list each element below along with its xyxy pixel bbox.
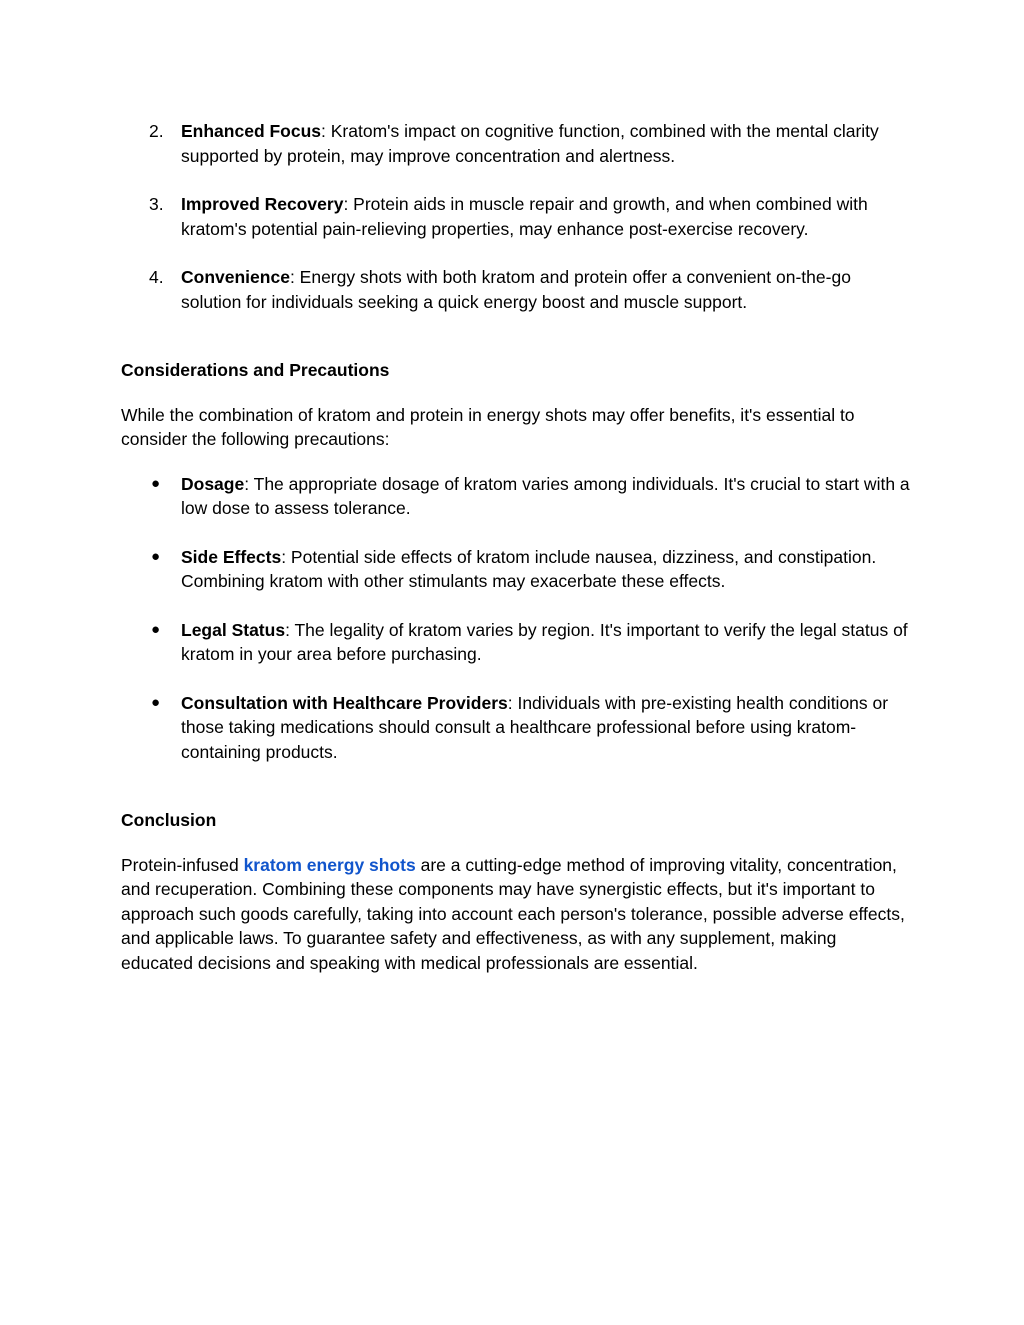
item-term: Convenience [181,267,290,287]
conclusion-text-before: Protein-infused [121,854,244,875]
list-number: 4. [149,267,164,287]
bullet-icon: ● [151,474,161,492]
list-item [121,472,911,521]
item-term: Side Effects [181,546,282,567]
item-text: : Protein aids in muscle repair and growth, and when combined with kratom's potential pain-relieving properties, may enhance post-exercise recovery. [181,194,868,239]
considerations-heading: Considerations and Precautions [121,360,390,380]
item-text: : The appropriate dosage of kratom varies among individuals. It's crucial to start with a low dose to assess tolerance. [181,473,910,518]
bullet-icon: ● [151,620,161,638]
item-text: : The legality of kratom varies by region. It's important to verify the legal status of kratom in your area before purchasing. [181,619,908,664]
item-term: Enhanced Focus [181,121,322,141]
list-number: 2. [149,121,164,141]
item-term: Legal Status [181,619,286,640]
conclusion-paragraph [121,853,911,976]
list-item [121,545,911,594]
conclusion-text-after: are a cutting-edge method of improving vitality, concentration, and recuperation. Combining these components may have synergistic effects, but it's important to approach such goods carefully, taking into account each person's tolerance, possible adverse effects, and applicable laws. To guarantee safety and effectiveness, as with any supplement, making educated decisions and speaking with medical professionals are essential. [121,854,905,973]
item-term: Improved Recovery [181,194,344,214]
precautions-list [121,472,911,765]
item-text: : Individuals with pre-existing health conditions or those taking medications should consult a healthcare professional before using kratom-containing products. [181,692,889,762]
document-page [121,119,911,975]
conclusion-heading: Conclusion [121,810,217,830]
item-term: Dosage [181,473,245,494]
benefits-list [121,119,911,314]
item-text: : Potential side effects of kratom include nausea, dizziness, and constipation. Combining kratom with other stimulants may exacerbate these effects. [181,546,877,591]
list-item [121,618,911,667]
considerations-intro: While the combination of kratom and protein in energy shots may offer benefits, it's essential to consider the following precautions: [121,404,855,449]
item-term: Consultation with Healthcare Providers [181,692,508,713]
bullet-icon: ● [151,547,161,565]
list-item [121,119,911,168]
list-number: 3. [149,194,164,214]
bullet-icon: ● [151,693,161,711]
kratom-energy-shots-link[interactable]: kratom energy shots [243,854,416,875]
list-item [121,691,911,765]
list-item [121,265,911,314]
item-text: : Kratom's impact on cognitive function, combined with the mental clarity supported by protein, may improve concentration and alertness. [181,121,879,166]
item-text: : Energy shots with both kratom and protein offer a convenient on-the-go solution for individuals seeking a quick energy boost and muscle support. [181,267,851,312]
list-item [121,192,911,241]
